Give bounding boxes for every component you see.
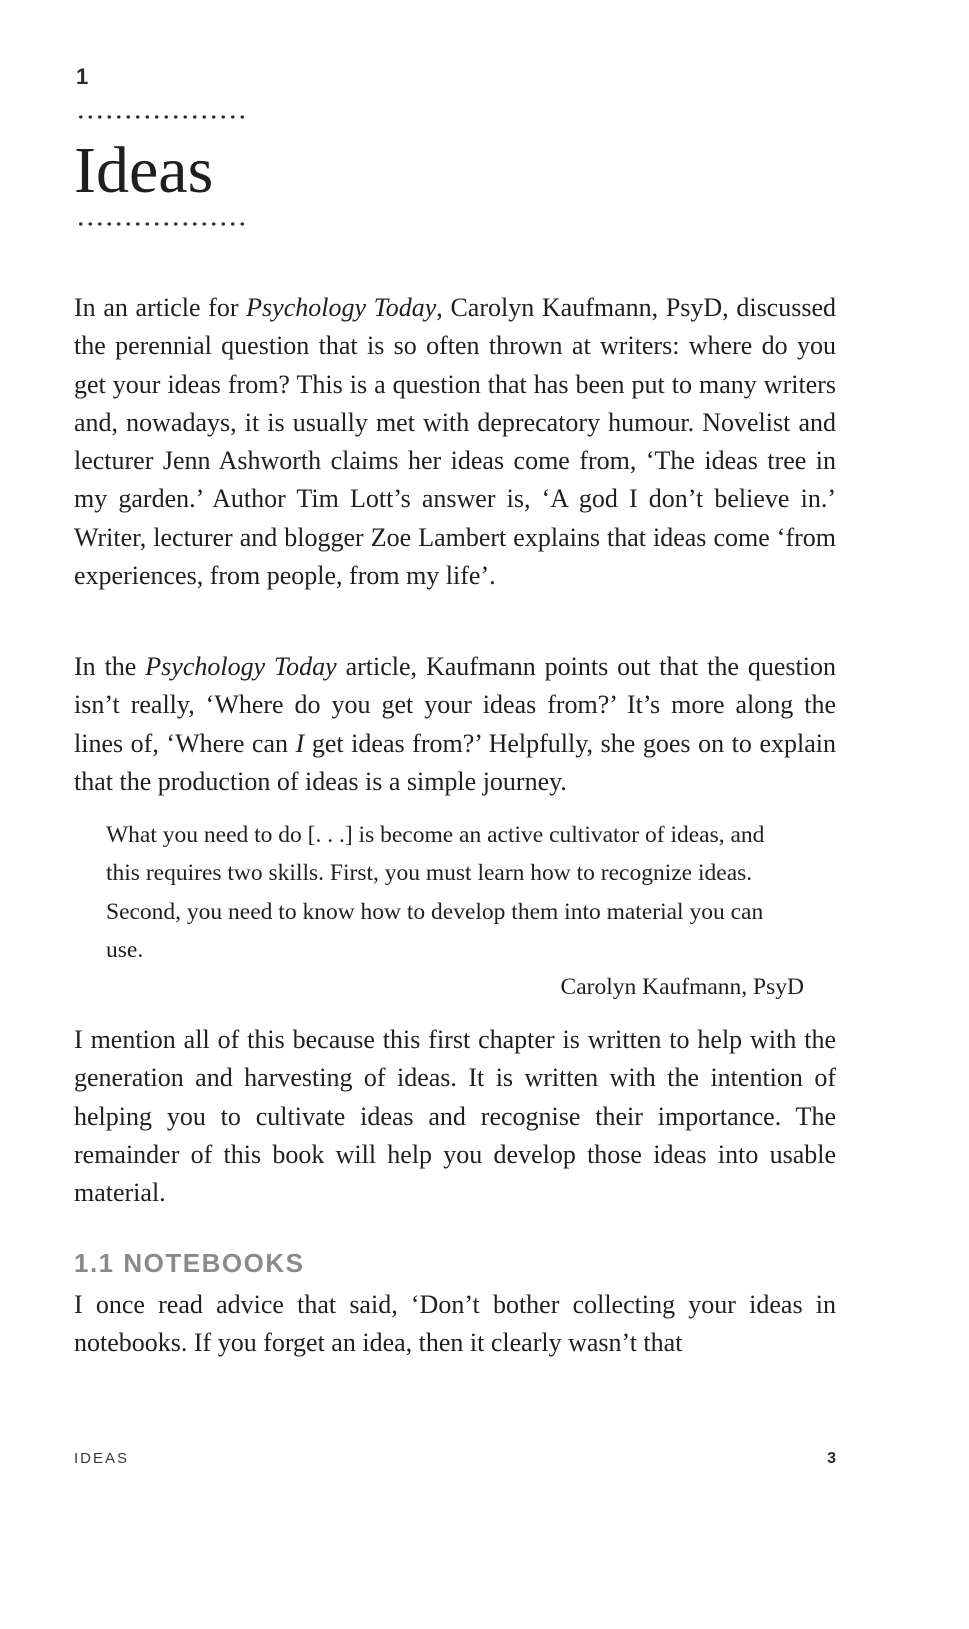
chapter-title: Ideas — [74, 134, 214, 207]
italic-text: I — [295, 728, 305, 758]
section-heading: 1.1 NOTEBOOKS — [74, 1248, 305, 1278]
dotted-rule-bottom — [76, 222, 248, 226]
quote-attribution: Carolyn Kaufmann, PsyD — [560, 974, 804, 1000]
page-number: 3 — [827, 1450, 836, 1467]
paragraph-2: In the Psychology Today article, Kaufmann points out that the question isn’t really, ‘Where do you get your ideas from?’ It’s more along the lines of, ‘Where can I get ideas from?’ Helpfully, she goes on to explain that the production of ideas is a simple journey. — [74, 652, 836, 796]
italic-text: Psychology Today — [145, 652, 337, 681]
paragraph-1: In an article for Psychology Today, Carolyn Kaufmann, PsyD, discussed the perennial question that is so often thrown at writers: where do you get your ideas from? This is a question that has been put to many writers and, nowadays, it is usually met with deprecatory humour. Novelist and lecturer Jenn Ashworth claims her ideas come from, ‘The ideas tree in my garden.’ Author Tim Lott’s answer is, ‘A god I don’t believe in.’ Writer, lecturer and blogger Zoe Lambert explains that ideas come ‘from experiences, from people, from my life’. — [74, 293, 836, 591]
dotted-rule-top — [76, 115, 248, 119]
chapter-number: 1 — [76, 64, 89, 89]
italic-text: Psychology Today — [246, 293, 437, 322]
paragraph-3: I mention all of this because this first chapter is written to help with the generation and harvesting of ideas. It is written with the intention of helping you to cultivate ideas and recognise their importance. The remainder of this book will help you develop those ideas into usable material. — [74, 1025, 836, 1208]
running-head: IDEAS — [74, 1450, 130, 1467]
block-quote: What you need to do [. . .] is become an active cultivator of ideas, and this requires two skills. First, you must learn how to recognize ideas. Second, you need to know how to develop them into material you can use. — [106, 822, 765, 963]
paragraph-4: I once read advice that said, ‘Don’t bother collecting your ideas in notebooks. If you forget an idea, then it clearly wasn’t that — [74, 1290, 836, 1358]
